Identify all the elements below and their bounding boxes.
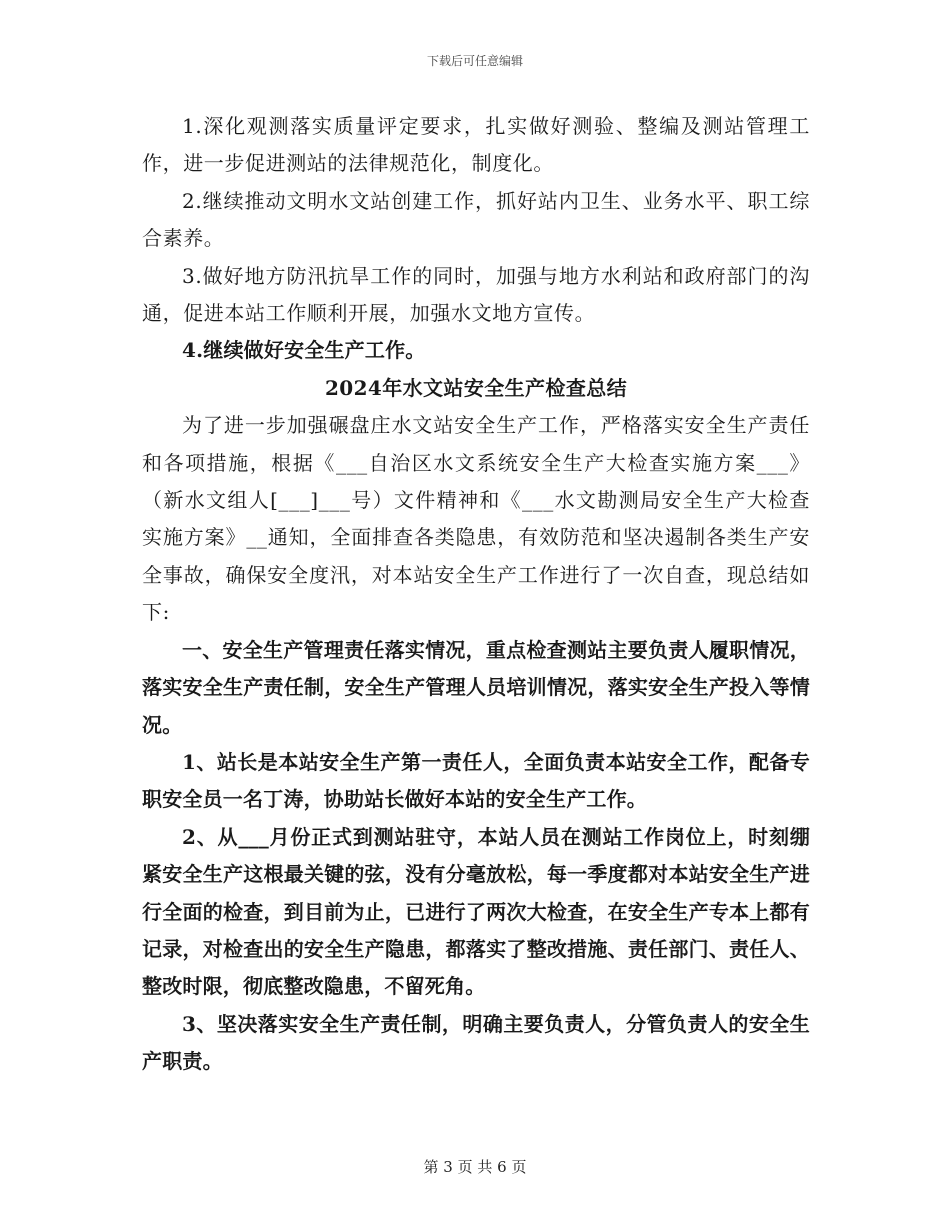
document-body — [142, 108, 810, 1081]
page-header-note: 下载后可任意编辑 — [426, 54, 523, 68]
section-title: 2024年水文站安全生产检查总结 — [324, 375, 628, 400]
point-2: 2、从___月份正式到测站驻守，本站人员在测站工作岗位上，时刻绷紧安全生产这根最关键的弦，没有分毫放松，每一季度都对本站安全生产进行全面的检查，到目前为止，已进行了两次大检查，在安全生产专本上都有记录，对检查出的安全生产隐患，都落实了整改措施、责任部门、责任人、整改时限，彻底整改隐患，不留死角。 — [142, 824, 810, 999]
page-footer: 第 3 页 共 6 页 — [423, 1158, 527, 1176]
list-item-3: 3.做好地方防汛抗旱工作的同时，加强与地方水利站和政府部门的沟通，促进本站工作顺利开展，加强水文地方宣传。 — [142, 263, 810, 326]
list-item-2: 2.继续推动文明水文站创建工作，抓好站内卫生、业务水平、职工综合素养。 — [142, 188, 810, 251]
point-3: 3、坚决落实安全生产责任制，明确主要负责人，分管负责人的安全生产职责。 — [142, 1011, 810, 1074]
list-item-4: 4.继续做好安全生产工作。 — [182, 338, 426, 363]
list-item-1: 1.深化观测落实质量评定要求，扎实做好测验、整编及测站管理工作，进一步促进测站的法律规范化，制度化。 — [142, 114, 810, 176]
section-heading-1: 一、安全生产管理责任落实情况，重点检查测站主要负责人履职情况，落实安全生产责任制，安全生产管理人员培训情况，落实安全生产投入等情况。 — [142, 637, 810, 737]
point-1: 1、站长是本站安全生产第一责任人，全面负责本站安全工作，配备专职安全员一名丁涛，协助站长做好本站的安全生产工作。 — [142, 749, 810, 812]
intro-paragraph: 为了进一步加强碾盘庄水文站安全生产工作，严格落实安全生产责任和各项措施，根据《___自治区水文系统安全生产大检查实施方案___》（新水文组人[___]___号）文件精神和《___水文勘测局安全生产大检查实施方案》__通知，全面排查各类隐患，有效防范和坚决遏制各类生产安全事故，确保安全度汛，对本站安全生产工作进行了一次自查，现总结如下: — [142, 413, 810, 625]
